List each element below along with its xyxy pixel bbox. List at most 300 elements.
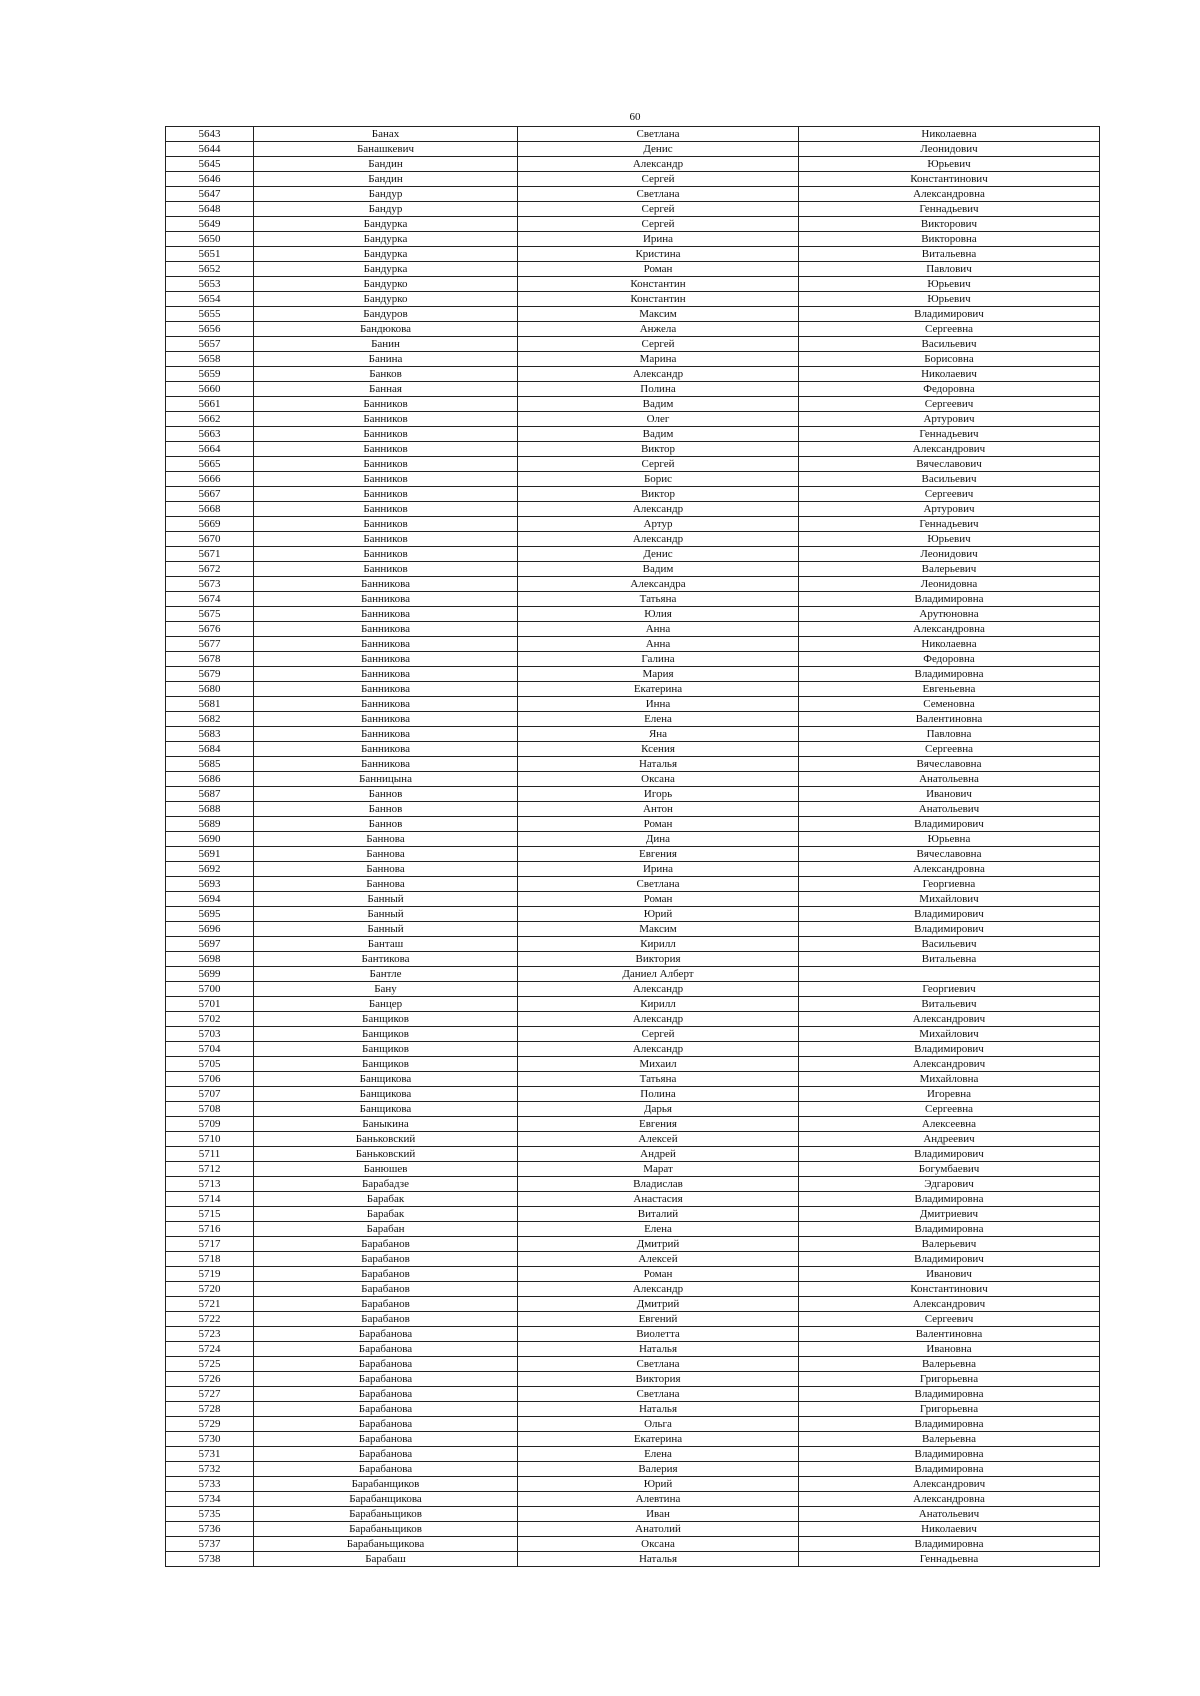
row-number: 5649 (166, 217, 254, 232)
patronymic-cell: Семеновна (799, 697, 1100, 712)
row-number: 5718 (166, 1252, 254, 1267)
row-number: 5719 (166, 1267, 254, 1282)
table-row (166, 277, 1100, 292)
patronymic-cell: Дмитриевич (799, 1207, 1100, 1222)
row-number: 5729 (166, 1417, 254, 1432)
patronymic-cell: Владимировна (799, 1447, 1100, 1462)
surname-cell: Бандурка (254, 262, 518, 277)
row-number: 5691 (166, 847, 254, 862)
table-row (166, 772, 1100, 787)
patronymic-cell: Владимирович (799, 1042, 1100, 1057)
patronymic-cell: Вячеславович (799, 457, 1100, 472)
table-row (166, 1162, 1100, 1177)
row-number: 5737 (166, 1537, 254, 1552)
row-number: 5723 (166, 1327, 254, 1342)
patronymic-cell: Александрович (799, 1012, 1100, 1027)
first-name-cell: Виктория (518, 952, 799, 967)
row-number: 5716 (166, 1222, 254, 1237)
row-number: 5678 (166, 652, 254, 667)
row-number: 5731 (166, 1447, 254, 1462)
table-row (166, 202, 1100, 217)
first-name-cell: Сергей (518, 172, 799, 187)
surname-cell: Банников (254, 457, 518, 472)
table-row (166, 292, 1100, 307)
first-name-cell: Александр (518, 1042, 799, 1057)
surname-cell: Банников (254, 517, 518, 532)
table-row (166, 337, 1100, 352)
patronymic-cell: Юрьевич (799, 157, 1100, 172)
patronymic-cell: Сергеевна (799, 742, 1100, 757)
first-name-cell: Виталий (518, 1207, 799, 1222)
patronymic-cell: Владимировна (799, 667, 1100, 682)
patronymic-cell: Витальевич (799, 997, 1100, 1012)
patronymic-cell: Николаевич (799, 367, 1100, 382)
table-row (166, 532, 1100, 547)
table-row (166, 652, 1100, 667)
patronymic-cell: Анатольевич (799, 1507, 1100, 1522)
patronymic-cell: Сергеевна (799, 1102, 1100, 1117)
surname-cell: Банникова (254, 607, 518, 622)
surname-cell: Барабанова (254, 1462, 518, 1477)
first-name-cell: Светлана (518, 1357, 799, 1372)
first-name-cell: Юрий (518, 907, 799, 922)
row-number: 5697 (166, 937, 254, 952)
patronymic-cell: Ивановна (799, 1342, 1100, 1357)
table-row (166, 1297, 1100, 1312)
surname-cell: Банашкевич (254, 142, 518, 157)
table-row (166, 1087, 1100, 1102)
first-name-cell: Михаил (518, 1057, 799, 1072)
surname-cell: Банщиков (254, 1042, 518, 1057)
page-number: 60 (629, 111, 641, 123)
row-number: 5700 (166, 982, 254, 997)
first-name-cell: Виктор (518, 487, 799, 502)
table-row (166, 412, 1100, 427)
surname-cell: Барабанщиков (254, 1477, 518, 1492)
table-row (166, 382, 1100, 397)
table-row (166, 1027, 1100, 1042)
row-number: 5712 (166, 1162, 254, 1177)
patronymic-cell: Александрович (799, 442, 1100, 457)
first-name-cell: Кристина (518, 247, 799, 262)
patronymic-cell: Алексеевна (799, 1117, 1100, 1132)
surname-cell: Бандин (254, 157, 518, 172)
row-number: 5696 (166, 922, 254, 937)
patronymic-cell: Александрович (799, 1477, 1100, 1492)
surname-cell: Банникова (254, 682, 518, 697)
first-name-cell: Ксения (518, 742, 799, 757)
table-row (166, 937, 1100, 952)
first-name-cell: Елена (518, 712, 799, 727)
patronymic-cell: Сергеевич (799, 487, 1100, 502)
table-row (166, 1417, 1100, 1432)
first-name-cell: Инна (518, 697, 799, 712)
surname-cell: Барабанова (254, 1372, 518, 1387)
surname-cell: Банников (254, 562, 518, 577)
first-name-cell: Яна (518, 727, 799, 742)
first-name-cell: Юлия (518, 607, 799, 622)
table-row (166, 877, 1100, 892)
row-number: 5701 (166, 997, 254, 1012)
patronymic-cell: Константинович (799, 1282, 1100, 1297)
surname-cell: Бандюкова (254, 322, 518, 337)
first-name-cell: Дмитрий (518, 1237, 799, 1252)
surname-cell: Барабанов (254, 1252, 518, 1267)
surname-cell: Барабаньщиков (254, 1507, 518, 1522)
table-row (166, 817, 1100, 832)
patronymic-cell: Сергеевич (799, 1312, 1100, 1327)
patronymic-cell: Григорьевна (799, 1372, 1100, 1387)
row-number: 5725 (166, 1357, 254, 1372)
table-row (166, 667, 1100, 682)
first-name-cell: Полина (518, 382, 799, 397)
surname-cell: Банникова (254, 652, 518, 667)
row-number: 5671 (166, 547, 254, 562)
patronymic-cell: Константинович (799, 172, 1100, 187)
patronymic-cell: Валентиновна (799, 1327, 1100, 1342)
first-name-cell: Александр (518, 367, 799, 382)
table-row (166, 1237, 1100, 1252)
table-row (166, 577, 1100, 592)
surname-cell: Банков (254, 367, 518, 382)
first-name-cell: Наталья (518, 1402, 799, 1417)
first-name-cell: Вадим (518, 562, 799, 577)
surname-cell: Бандурко (254, 292, 518, 307)
persons-table-body (166, 127, 1100, 1567)
surname-cell: Банах (254, 127, 518, 142)
patronymic-cell: Владимирович (799, 817, 1100, 832)
first-name-cell: Татьяна (518, 592, 799, 607)
surname-cell: Банщиков (254, 1057, 518, 1072)
surname-cell: Банникова (254, 727, 518, 742)
surname-cell: Банников (254, 472, 518, 487)
surname-cell: Бантикова (254, 952, 518, 967)
surname-cell: Банников (254, 502, 518, 517)
first-name-cell: Максим (518, 922, 799, 937)
row-number: 5667 (166, 487, 254, 502)
surname-cell: Барабак (254, 1192, 518, 1207)
surname-cell: Банникова (254, 592, 518, 607)
surname-cell: Бандурка (254, 217, 518, 232)
row-number: 5656 (166, 322, 254, 337)
patronymic-cell: Леонидовна (799, 577, 1100, 592)
table-row (166, 367, 1100, 382)
row-number: 5688 (166, 802, 254, 817)
first-name-cell: Дина (518, 832, 799, 847)
surname-cell: Барабанов (254, 1312, 518, 1327)
row-number: 5738 (166, 1552, 254, 1567)
patronymic-cell: Валерьевна (799, 1357, 1100, 1372)
first-name-cell: Роман (518, 262, 799, 277)
first-name-cell: Максим (518, 307, 799, 322)
patronymic-cell: Георгиевич (799, 982, 1100, 997)
row-number: 5661 (166, 397, 254, 412)
row-number: 5734 (166, 1492, 254, 1507)
table-row (166, 1357, 1100, 1372)
surname-cell: Барабанова (254, 1342, 518, 1357)
table-row (166, 1402, 1100, 1417)
table-row (166, 262, 1100, 277)
table-row (166, 847, 1100, 862)
surname-cell: Баньковский (254, 1147, 518, 1162)
patronymic-cell: Павлович (799, 262, 1100, 277)
table-row (166, 1192, 1100, 1207)
table-row (166, 757, 1100, 772)
table-row (166, 697, 1100, 712)
row-number: 5736 (166, 1522, 254, 1537)
surname-cell: Баннова (254, 832, 518, 847)
surname-cell: Барабадзе (254, 1177, 518, 1192)
first-name-cell: Елена (518, 1222, 799, 1237)
surname-cell: Барабаньщиков (254, 1522, 518, 1537)
table-row (166, 547, 1100, 562)
first-name-cell: Екатерина (518, 1432, 799, 1447)
row-number: 5705 (166, 1057, 254, 1072)
patronymic-cell: Владимировна (799, 592, 1100, 607)
row-number: 5647 (166, 187, 254, 202)
row-number: 5675 (166, 607, 254, 622)
table-row (166, 502, 1100, 517)
first-name-cell: Валерия (518, 1462, 799, 1477)
surname-cell: Банщиков (254, 1027, 518, 1042)
table-row (166, 1012, 1100, 1027)
row-number: 5660 (166, 382, 254, 397)
surname-cell: Бандурко (254, 277, 518, 292)
patronymic-cell: Леонидович (799, 142, 1100, 157)
row-number: 5706 (166, 1072, 254, 1087)
first-name-cell: Алевтина (518, 1492, 799, 1507)
table-row (166, 1057, 1100, 1072)
table-row (166, 1132, 1100, 1147)
surname-cell: Банников (254, 442, 518, 457)
table-row (166, 457, 1100, 472)
surname-cell: Баннов (254, 817, 518, 832)
first-name-cell: Светлана (518, 1387, 799, 1402)
row-number: 5703 (166, 1027, 254, 1042)
first-name-cell: Анжела (518, 322, 799, 337)
first-name-cell: Полина (518, 1087, 799, 1102)
patronymic-cell: Александровна (799, 1492, 1100, 1507)
patronymic-cell: Владимировна (799, 1417, 1100, 1432)
surname-cell: Банникова (254, 742, 518, 757)
surname-cell: Банников (254, 412, 518, 427)
surname-cell: Банный (254, 922, 518, 937)
surname-cell: Барабанова (254, 1357, 518, 1372)
surname-cell: Бандур (254, 202, 518, 217)
surname-cell: Баннова (254, 877, 518, 892)
first-name-cell: Виктория (518, 1372, 799, 1387)
row-number: 5664 (166, 442, 254, 457)
surname-cell: Банщикова (254, 1087, 518, 1102)
row-number: 5663 (166, 427, 254, 442)
table-row (166, 472, 1100, 487)
row-number: 5708 (166, 1102, 254, 1117)
table-row (166, 1252, 1100, 1267)
table-row (166, 592, 1100, 607)
patronymic-cell: Николаевич (799, 1522, 1100, 1537)
table-row (166, 1342, 1100, 1357)
first-name-cell: Константин (518, 292, 799, 307)
row-number: 5684 (166, 742, 254, 757)
row-number: 5668 (166, 502, 254, 517)
patronymic-cell: Александровна (799, 187, 1100, 202)
surname-cell: Банникова (254, 697, 518, 712)
row-number: 5699 (166, 967, 254, 982)
surname-cell: Банникова (254, 637, 518, 652)
first-name-cell: Анна (518, 622, 799, 637)
first-name-cell: Артур (518, 517, 799, 532)
row-number: 5654 (166, 292, 254, 307)
table-row (166, 607, 1100, 622)
patronymic-cell: Владимирович (799, 907, 1100, 922)
surname-cell: Баннов (254, 802, 518, 817)
patronymic-cell: Владимирович (799, 307, 1100, 322)
patronymic-cell: Викторовна (799, 232, 1100, 247)
first-name-cell: Роман (518, 1267, 799, 1282)
first-name-cell: Владислав (518, 1177, 799, 1192)
surname-cell: Банницына (254, 772, 518, 787)
first-name-cell: Вадим (518, 397, 799, 412)
row-number: 5677 (166, 637, 254, 652)
first-name-cell: Борис (518, 472, 799, 487)
patronymic-cell: Игоревна (799, 1087, 1100, 1102)
patronymic-cell: Леонидович (799, 547, 1100, 562)
table-row (166, 247, 1100, 262)
patronymic-cell: Павловна (799, 727, 1100, 742)
first-name-cell: Игорь (518, 787, 799, 802)
row-number: 5666 (166, 472, 254, 487)
row-number: 5698 (166, 952, 254, 967)
row-number: 5727 (166, 1387, 254, 1402)
patronymic-cell: Геннадьевич (799, 202, 1100, 217)
patronymic-cell: Анатольевна (799, 772, 1100, 787)
surname-cell: Бандурка (254, 247, 518, 262)
row-number: 5679 (166, 667, 254, 682)
surname-cell: Барабак (254, 1207, 518, 1222)
surname-cell: Банникова (254, 712, 518, 727)
table-row (166, 967, 1100, 982)
surname-cell: Банникова (254, 622, 518, 637)
table-row (166, 352, 1100, 367)
surname-cell: Банников (254, 487, 518, 502)
row-number: 5680 (166, 682, 254, 697)
row-number: 5643 (166, 127, 254, 142)
row-number: 5658 (166, 352, 254, 367)
row-number: 5715 (166, 1207, 254, 1222)
row-number: 5662 (166, 412, 254, 427)
row-number: 5673 (166, 577, 254, 592)
patronymic-cell: Юрьевич (799, 292, 1100, 307)
row-number: 5648 (166, 202, 254, 217)
first-name-cell: Ольга (518, 1417, 799, 1432)
table-row (166, 232, 1100, 247)
surname-cell: Банщикова (254, 1072, 518, 1087)
patronymic-cell: Юрьевна (799, 832, 1100, 847)
first-name-cell: Оксана (518, 1537, 799, 1552)
table-row (166, 727, 1100, 742)
patronymic-cell: Геннадьевич (799, 427, 1100, 442)
surname-cell: Банин (254, 337, 518, 352)
surname-cell: Бандин (254, 172, 518, 187)
patronymic-cell (799, 967, 1100, 982)
table-row (166, 1117, 1100, 1132)
table-row (166, 1222, 1100, 1237)
first-name-cell: Мария (518, 667, 799, 682)
patronymic-cell: Борисовна (799, 352, 1100, 367)
patronymic-cell: Артурович (799, 502, 1100, 517)
patronymic-cell: Анатольевич (799, 802, 1100, 817)
table-row (166, 1462, 1100, 1477)
patronymic-cell: Эдгарович (799, 1177, 1100, 1192)
patronymic-cell: Федоровна (799, 652, 1100, 667)
patronymic-cell: Вячеславовна (799, 847, 1100, 862)
patronymic-cell: Григорьевна (799, 1402, 1100, 1417)
table-row (166, 1327, 1100, 1342)
surname-cell: Барабанова (254, 1417, 518, 1432)
first-name-cell: Вадим (518, 427, 799, 442)
surname-cell: Барабанова (254, 1447, 518, 1462)
patronymic-cell: Богумбаевич (799, 1162, 1100, 1177)
table-row (166, 1372, 1100, 1387)
first-name-cell: Дмитрий (518, 1297, 799, 1312)
row-number: 5724 (166, 1342, 254, 1357)
first-name-cell: Евгений (518, 1312, 799, 1327)
first-name-cell: Сергей (518, 457, 799, 472)
surname-cell: Баныкина (254, 1117, 518, 1132)
patronymic-cell: Евгеньевна (799, 682, 1100, 697)
table-row (166, 997, 1100, 1012)
table-row (166, 1387, 1100, 1402)
row-number: 5709 (166, 1117, 254, 1132)
surname-cell: Барабанова (254, 1327, 518, 1342)
surname-cell: Баньковский (254, 1132, 518, 1147)
surname-cell: Банников (254, 397, 518, 412)
first-name-cell: Александр (518, 1012, 799, 1027)
table-row (166, 1537, 1100, 1552)
table-row (166, 712, 1100, 727)
surname-cell: Банюшев (254, 1162, 518, 1177)
table-row (166, 682, 1100, 697)
table-row (166, 487, 1100, 502)
row-number: 5685 (166, 757, 254, 772)
patronymic-cell: Юрьевич (799, 277, 1100, 292)
first-name-cell: Марат (518, 1162, 799, 1177)
row-number: 5694 (166, 892, 254, 907)
row-number: 5711 (166, 1147, 254, 1162)
table-row (166, 142, 1100, 157)
table-row (166, 787, 1100, 802)
row-number: 5687 (166, 787, 254, 802)
first-name-cell: Александра (518, 577, 799, 592)
table-row (166, 397, 1100, 412)
first-name-cell: Антон (518, 802, 799, 817)
patronymic-cell: Владимировна (799, 1222, 1100, 1237)
row-number: 5681 (166, 697, 254, 712)
table-row (166, 187, 1100, 202)
patronymic-cell: Федоровна (799, 382, 1100, 397)
first-name-cell: Дарья (518, 1102, 799, 1117)
row-number: 5710 (166, 1132, 254, 1147)
first-name-cell: Ирина (518, 232, 799, 247)
first-name-cell: Алексей (518, 1252, 799, 1267)
first-name-cell: Кирилл (518, 997, 799, 1012)
row-number: 5655 (166, 307, 254, 322)
patronymic-cell: Николаевна (799, 637, 1100, 652)
row-number: 5692 (166, 862, 254, 877)
patronymic-cell: Владимировна (799, 1192, 1100, 1207)
surname-cell: Бандуров (254, 307, 518, 322)
table-row (166, 322, 1100, 337)
